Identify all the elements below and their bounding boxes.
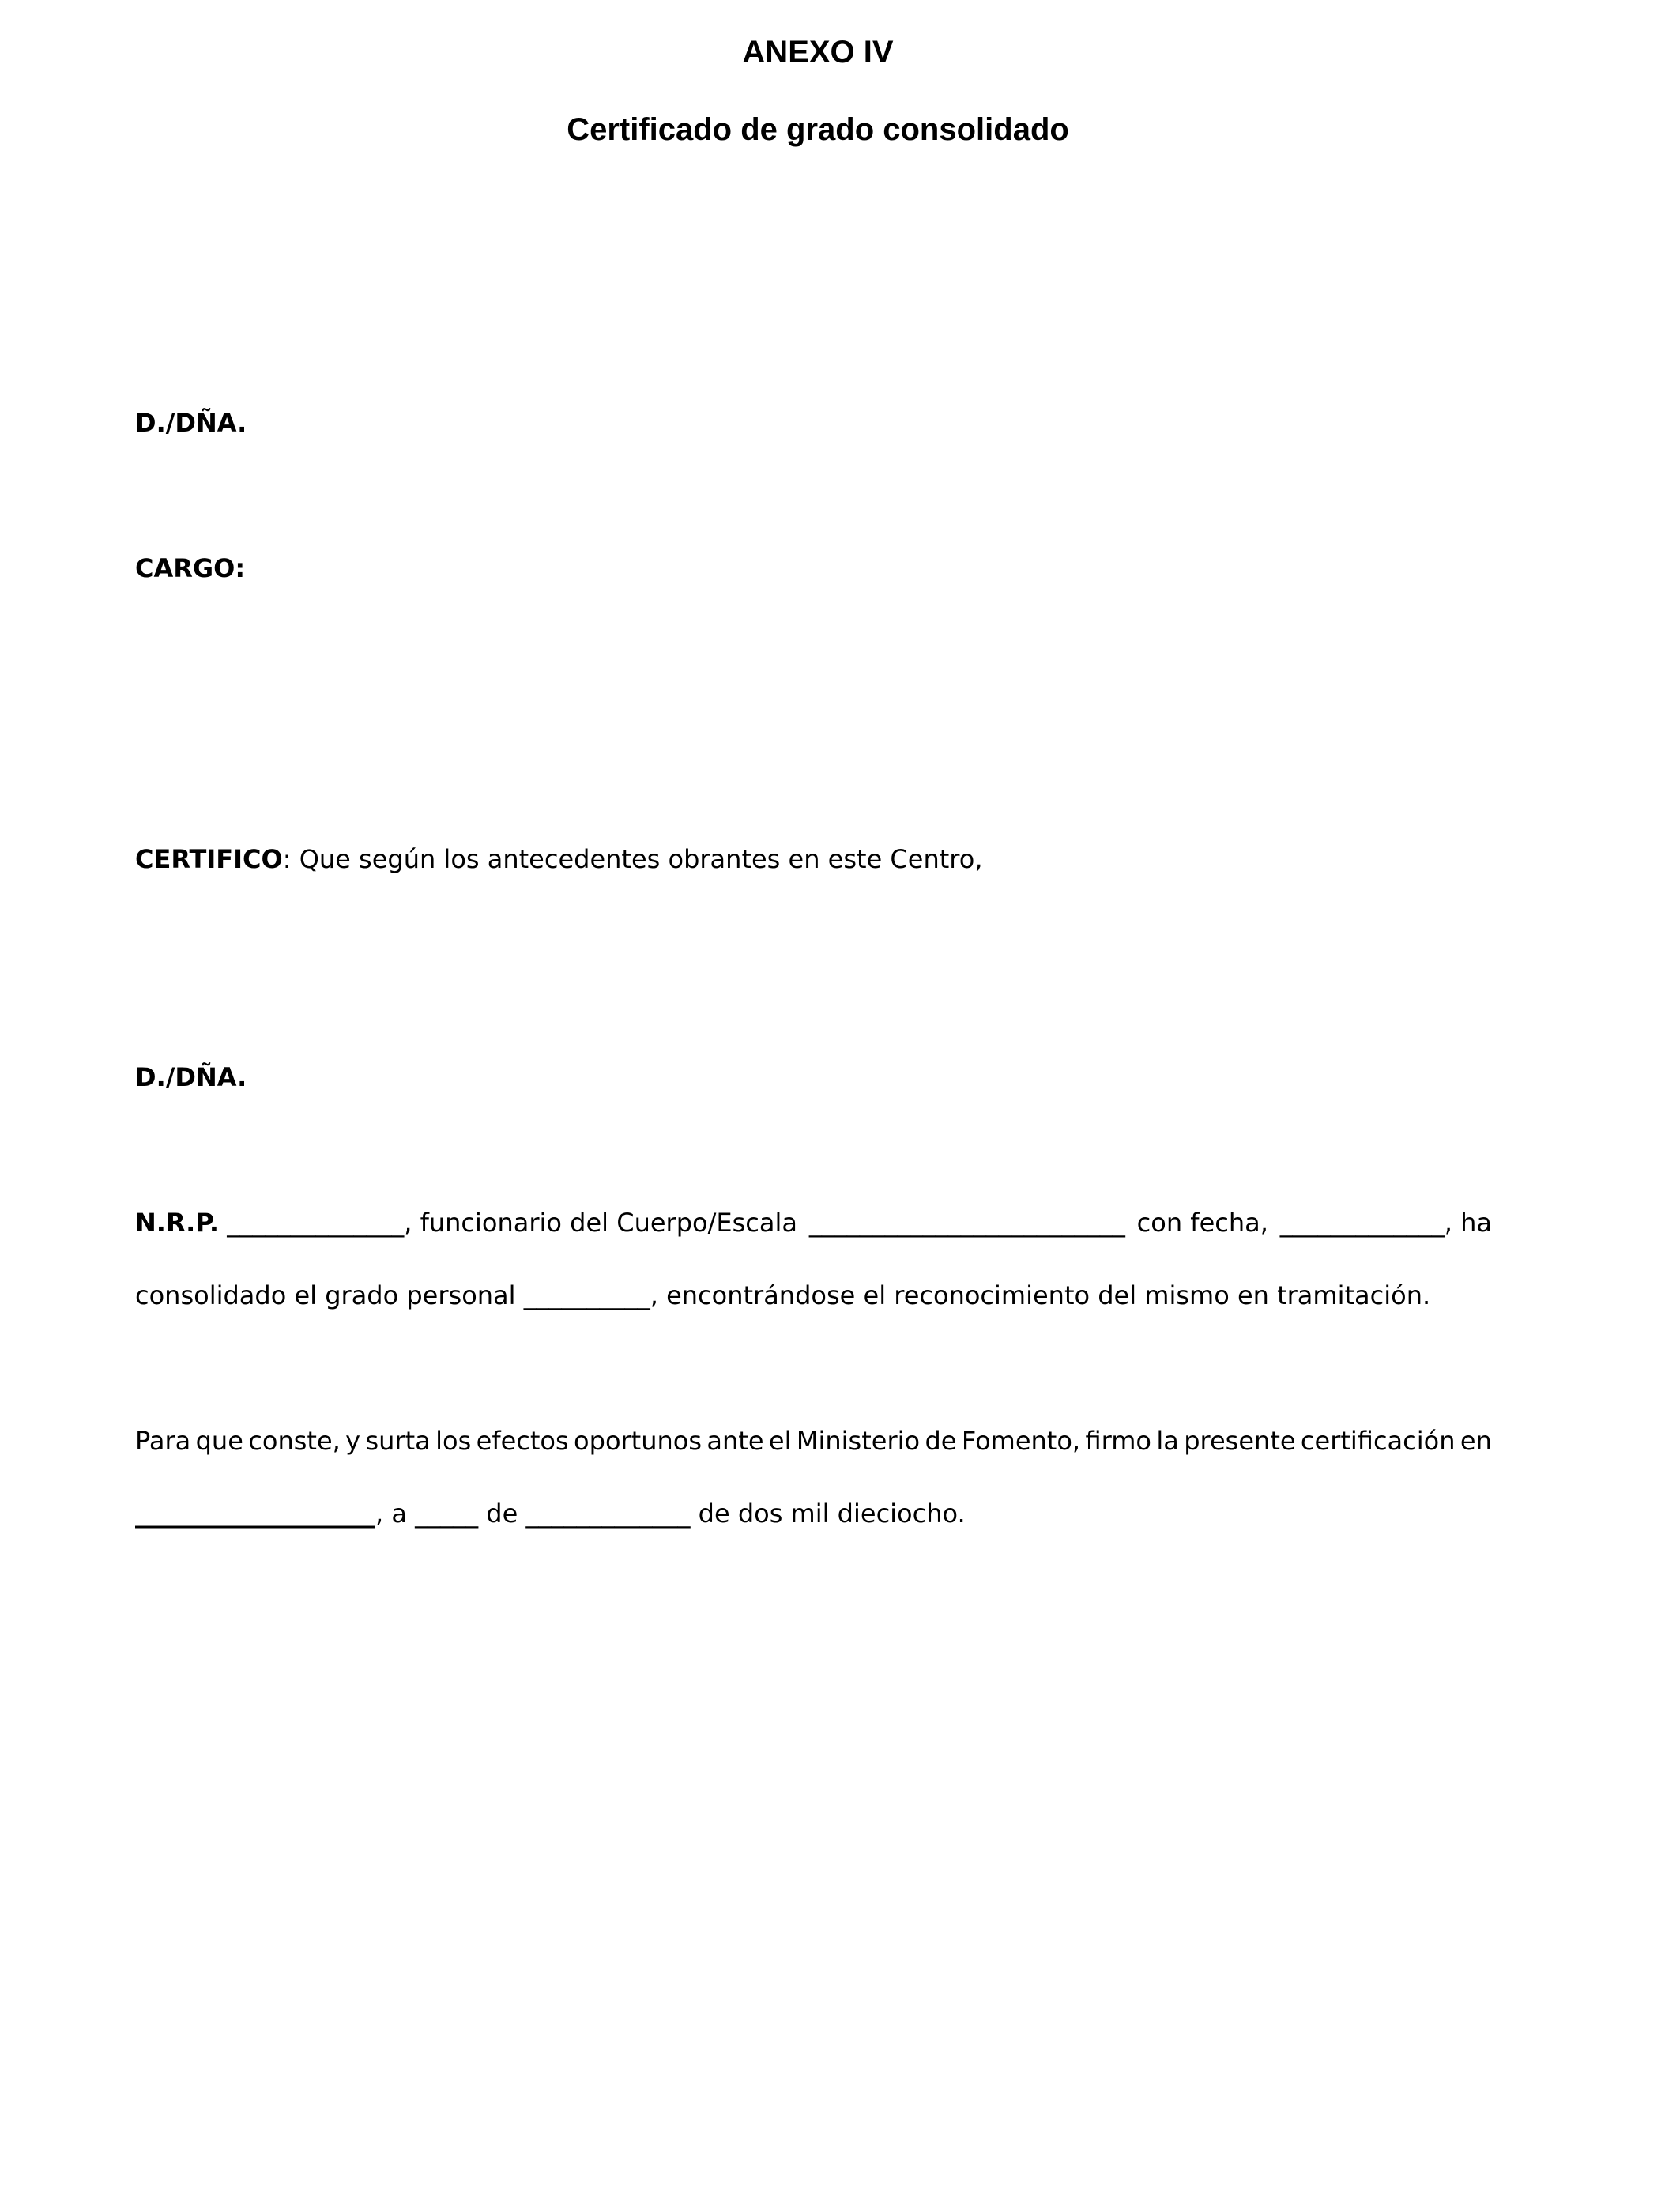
closing-text-de: de	[486, 1498, 518, 1529]
don-dona-field-2: D./DÑA.	[135, 1062, 247, 1092]
fecha-blank: _____________	[1279, 1208, 1445, 1238]
nrp-blank: ______________	[227, 1208, 405, 1238]
closing-word: ante	[706, 1426, 764, 1456]
fecha-group	[1280, 1204, 1492, 1242]
certifico-statement	[135, 840, 982, 878]
closing-word: certificación	[1300, 1426, 1456, 1456]
dia-blank: _____	[415, 1498, 479, 1529]
closing-word: y	[345, 1426, 361, 1456]
closing-word: Fomento,	[961, 1426, 1081, 1456]
document-title: Certificado de grado consolidado	[567, 112, 1069, 147]
escala-blank: _________________________	[808, 1208, 1125, 1238]
closing-word: efectos	[476, 1426, 569, 1456]
closing-word: surta	[365, 1426, 431, 1456]
closing-word: de	[925, 1426, 957, 1456]
nrp-group	[135, 1204, 797, 1242]
closing-line-2	[135, 1495, 966, 1532]
closing-word: Ministerio	[796, 1426, 921, 1456]
lugar-blank: ___________________	[135, 1498, 375, 1529]
mes-blank: _____________	[525, 1498, 691, 1529]
grado-blank: __________	[523, 1280, 650, 1310]
closing-word: que	[195, 1426, 243, 1456]
closing-text-end: de dos mil dieciocho.	[698, 1498, 966, 1529]
don-dona-field-1: D./DÑA.	[135, 408, 247, 438]
nrp-text-1: , funcionario del Cuerpo/Escala	[404, 1208, 797, 1238]
grado-line	[135, 1276, 1430, 1314]
closing-word: presente	[1184, 1426, 1296, 1456]
nrp-line	[135, 1204, 1492, 1242]
annex-heading: ANEXO IV	[742, 35, 894, 70]
closing-line-1	[135, 1422, 1492, 1460]
closing-word: los	[435, 1426, 472, 1456]
closing-word: oportunos	[574, 1426, 703, 1456]
closing-word: en	[1460, 1426, 1492, 1456]
grado-text-2: , encontrándose el reconocimiento del mismo en tramitación.	[650, 1280, 1431, 1310]
closing-word: firmo	[1085, 1426, 1151, 1456]
grado-text-1: consolidado el grado personal	[135, 1280, 516, 1310]
cargo-field: CARGO:	[135, 553, 246, 583]
closing-word: Para	[135, 1426, 191, 1456]
closing-word: el	[768, 1426, 792, 1456]
nrp-text-2: con fecha,	[1136, 1208, 1268, 1238]
nrp-label: N.R.P.	[135, 1208, 220, 1238]
closing-word: la	[1156, 1426, 1179, 1456]
nrp-text-3: , ha	[1444, 1208, 1492, 1238]
closing-text-a: , a	[375, 1498, 407, 1529]
certifico-text: : Que según los antecedentes obrantes en este Centro,	[282, 844, 983, 874]
closing-word: conste,	[248, 1426, 341, 1456]
certifico-label: CERTIFICO	[135, 844, 283, 874]
